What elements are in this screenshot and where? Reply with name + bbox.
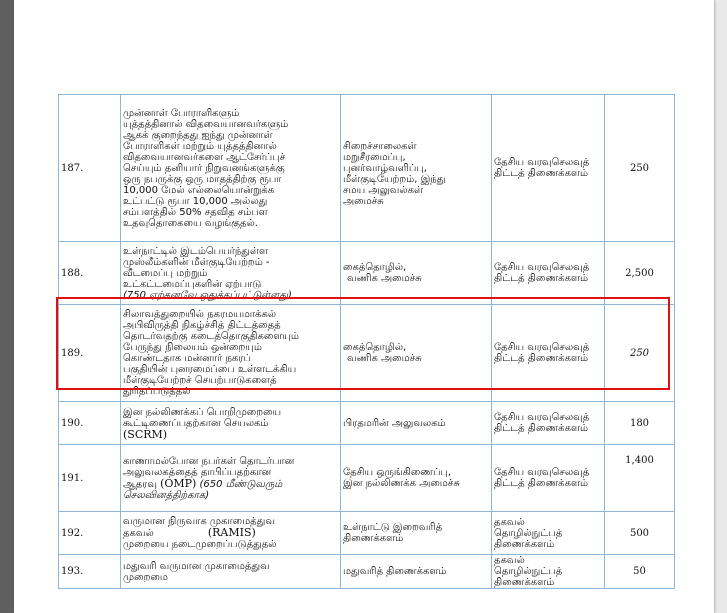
table-row xyxy=(59,555,675,589)
item-number: 188. xyxy=(59,242,121,305)
item-description: காணாமல்போன நபர்கள் தொடர்பான அலுவலகத்தைத் தாபிப்பதற்கான ஆதரவு (OMP) (650 மீண்டுவரும் செலவினத்திற்காக) xyxy=(121,445,341,512)
item-description: உள்நாட்டில் இடம்பெயர்ந்துள்ள முஸ்லீம்களின் மீள்குடியேற்றம் - வீடமைப்பு மற்றும் உட்கட்டமைப்புகளின் ஏற்பாடு (750 ஏற்கனவே ஒதுக்கப்பட்டுள்ளது) xyxy=(121,242,341,305)
ministry-cell: மதுவரித் திணைக்களம் xyxy=(341,555,492,589)
item-description: சிலாவத்துறையில் நகரமயமாக்கல் அபிவிருத்தி நிகழ்ச்சித் திட்டத்தைத் தொடர்வதற்கு கடைத்தொகுதிகளையும் பேருந்து நிலையம் ஒன்றையும் கொண்டதாக மன்னார் நகரப் பகுதியின் புனரமைப்பை உள்ளடக்கிய மீள்குடியேற்றச் செயற்பாடுகளைத் துரிதப்படுத்தல் xyxy=(121,305,341,402)
amount-cell: 2,500 xyxy=(605,242,675,305)
item-description: முன்னாள் போராளிகளும் யுத்தத்தினால் விதவையானவர்களும் ஆகக் குறைந்தது ஐந்து முன்னாள் போராளிகள் மற்றும் யுத்தத்தினால் விதவையானவர்களை ஆட்சேர்ப்புச் செய்யும் தனியார் நிறுவனங்களுக்கு ஒரு நபருக்கு ஒரு மாதத்திற்கு ரூபா 10,000 மேல் எல்லையொன்றுக்க உட்பட்டு ரூபா 10,000 அல்லது சம்பளத்தில் 50% சதவித சம்பள உதவுதொகையை வழங்குதல். xyxy=(121,95,341,242)
item-number: 189. xyxy=(59,305,121,402)
item-number: 192. xyxy=(59,512,121,555)
department-cell: தேசிய வரவுசெலவுத் திட்டத் திணைக்களம் xyxy=(492,95,605,242)
ministry-cell: சிறைச்சாலைகள் மறுசீரமைப்பு, புனர்வாழ்வளிப்பு, மீள்குடியேற்றம், இந்து சமய அலுவல்கள் அமைச்சு xyxy=(341,95,492,242)
department-cell: தேசிய வரவுசெலவுத் திட்டத் திணைக்களம் xyxy=(492,402,605,445)
amount-cell: 500 xyxy=(605,512,675,555)
item-number: 187. xyxy=(59,95,121,242)
ministry-cell: தேசிய ஒருங்கிணைப்பு, இன நல்லிணக்க அமைச்சு xyxy=(341,445,492,512)
viewer-left-edge xyxy=(0,0,14,613)
department-cell: தேசிய வரவுசெலவுத் திட்டத் திணைக்களம் xyxy=(492,305,605,402)
table-row xyxy=(59,512,675,555)
amount-cell: 250 xyxy=(605,305,675,402)
item-description: வருமான நிருவாக முகாமைத்துவ தகவல் (RAMIS) முறையை நடைமுறைப்படுத்துதல் xyxy=(121,512,341,555)
department-cell: தேசிய வரவுசெலவுத் திட்டத் திணைக்களம் xyxy=(492,242,605,305)
amount-cell: 180 xyxy=(605,402,675,445)
highlight-box xyxy=(56,297,670,390)
department-cell: தகவல் தொழில்நுட்பத் திணைக்களம் xyxy=(492,512,605,555)
ministry-cell: கைத்தொழில், வணிக அமைச்சு xyxy=(341,305,492,402)
table-row xyxy=(59,402,675,445)
item-number: 190. xyxy=(59,402,121,445)
amount-cell: 50 xyxy=(605,555,675,589)
table-row xyxy=(59,445,675,512)
table-row xyxy=(59,242,675,305)
item-description: மதுவரி வருமான முகாமைத்துவ முறைமை xyxy=(121,555,341,589)
department-cell: தகவல் தொழில்நுட்பத் திணைக்களம் xyxy=(492,555,605,589)
amount-cell: 1,400 xyxy=(605,445,675,512)
ministry-cell: பிரதமரின் அலுவலகம் xyxy=(341,402,492,445)
department-cell: தேசிய வரவுசெலவுத் திட்டத் திணைக்களம் xyxy=(492,445,605,512)
item-number: 191. xyxy=(59,445,121,512)
table-row xyxy=(59,95,675,242)
amount-cell: 250 xyxy=(605,95,675,242)
ministry-cell: கைத்தொழில், வணிக அமைச்சு xyxy=(341,242,492,305)
item-description: இன நல்லிணக்கப் பொறிமுறையை கூட்டிணைப்பதற்கான செயலகம் (SCRM) xyxy=(121,402,341,445)
item-number: 193. xyxy=(59,555,121,589)
ministry-cell: உள்நாட்டு இறைவரித் திணைக்களம் xyxy=(341,512,492,555)
